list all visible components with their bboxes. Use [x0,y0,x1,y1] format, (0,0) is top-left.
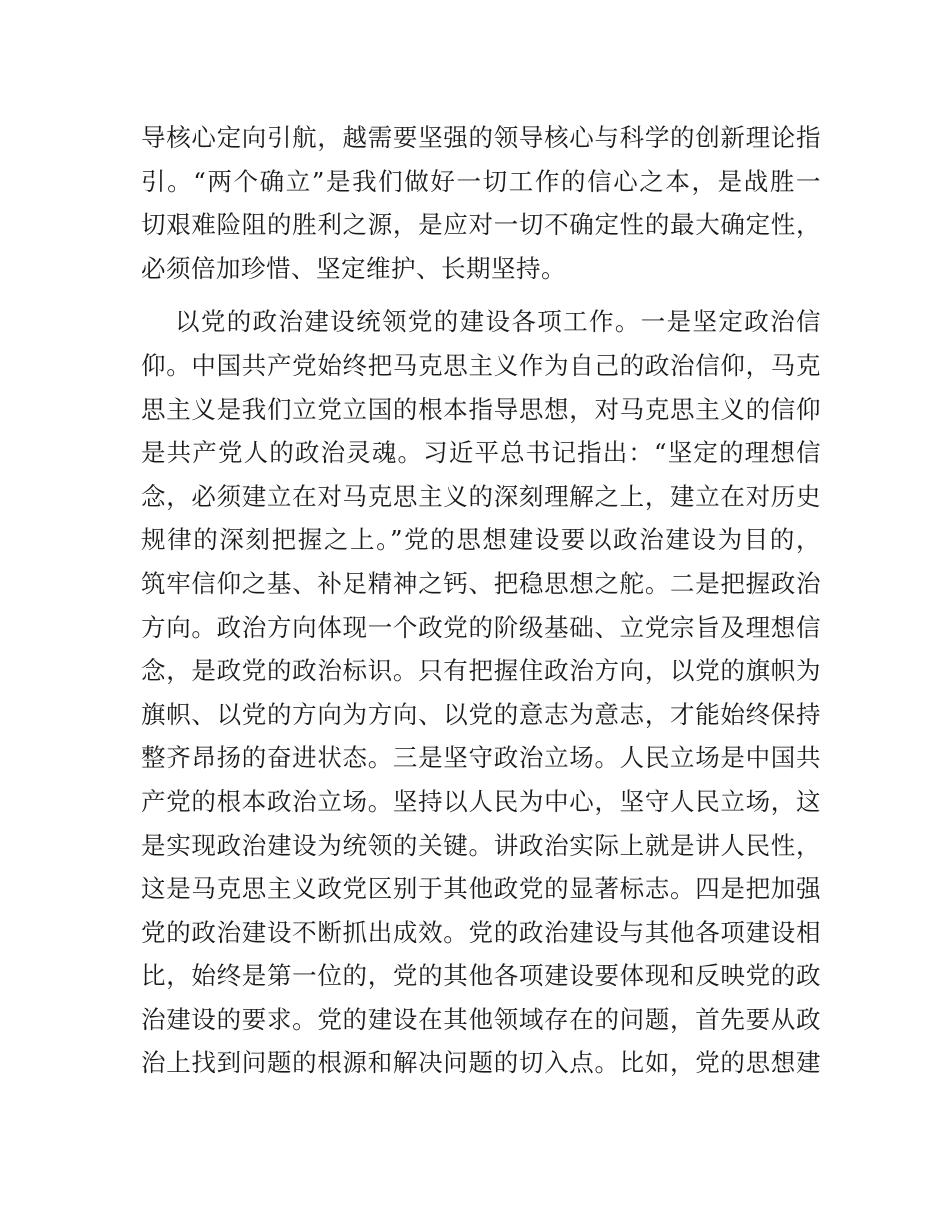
paragraph-line: 规律的深刻把握之上。”党的思想建设要以政治建设为目的， [141,525,821,555]
paragraph-line: 这是马克思主义政党区别于其他政党的显著标志。四是把加强 [141,874,821,904]
paragraph-1 [141,116,821,290]
paragraph-line: 导核心定向引航，越需要坚强的领导核心与科学的创新理论指 [141,123,821,152]
paragraph-line: 治建设的要求。党的建设在其他领域存在的问题，首先要从政 [141,1004,821,1034]
paragraph-line: 是实现政治建设为统领的关键。讲政治实际上就是讲人民性， [141,830,821,860]
paragraph-line: 思主义是我们立党立国的根本指导思想，对马克思主义的信仰 [141,394,821,424]
paragraph-line: 比，始终是第一位的，党的其他各项建设要体现和反映党的政 [141,961,821,991]
paragraph-line: 是共产党人的政治灵魂。习近平总书记指出：“坚定的理想信 [141,438,821,468]
paragraph-2 [141,300,821,1085]
paragraph-line: 以党的政治建设统领党的建设各项工作。一是坚定政治信 [175,307,821,337]
paragraph-line: 切艰难险阻的胜利之源，是应对一切不确定性的最大确定性， [141,210,821,240]
paragraph-line: 仰。中国共产党始终把马克思主义作为自己的政治信仰，马克 [141,350,821,380]
paragraph-line: 筑牢信仰之基、补足精神之钙、把稳思想之舵。二是把握政治 [141,568,821,598]
paragraph-line: 引。“两个确立”是我们做好一切工作的信心之本，是战胜一 [141,166,821,196]
paragraph-line: 必须倍加珍惜、坚定维护、长期坚持。 [141,253,566,283]
paragraph-line: 旗帜、以党的方向为方向、以党的意志为意志，才能始终保持 [141,699,821,729]
paragraph-line: 念，必须建立在对马克思主义的深刻理解之上，建立在对历史 [141,481,821,511]
paragraph-line: 方向。政治方向体现一个政党的阶级基础、立党宗旨及理想信 [141,612,821,642]
paragraph-line: 念，是政党的政治标识。只有把握住政治方向，以党的旗帜为 [141,656,821,686]
paragraph-spacer [141,290,821,300]
paragraph-line: 整齐昂扬的奋进状态。三是坚守政治立场。人民立场是中国共 [141,743,821,773]
paragraph-line: 产党的根本政治立场。坚持以人民为中心，坚守人民立场，这 [141,786,821,816]
paragraph-line: 治上找到问题的根源和解决问题的切入点。比如，党的思想建 [141,1048,821,1078]
document-body [141,116,821,1085]
paragraph-line: 党的政治建设不断抓出成效。党的政治建设与其他各项建设相 [141,917,821,947]
